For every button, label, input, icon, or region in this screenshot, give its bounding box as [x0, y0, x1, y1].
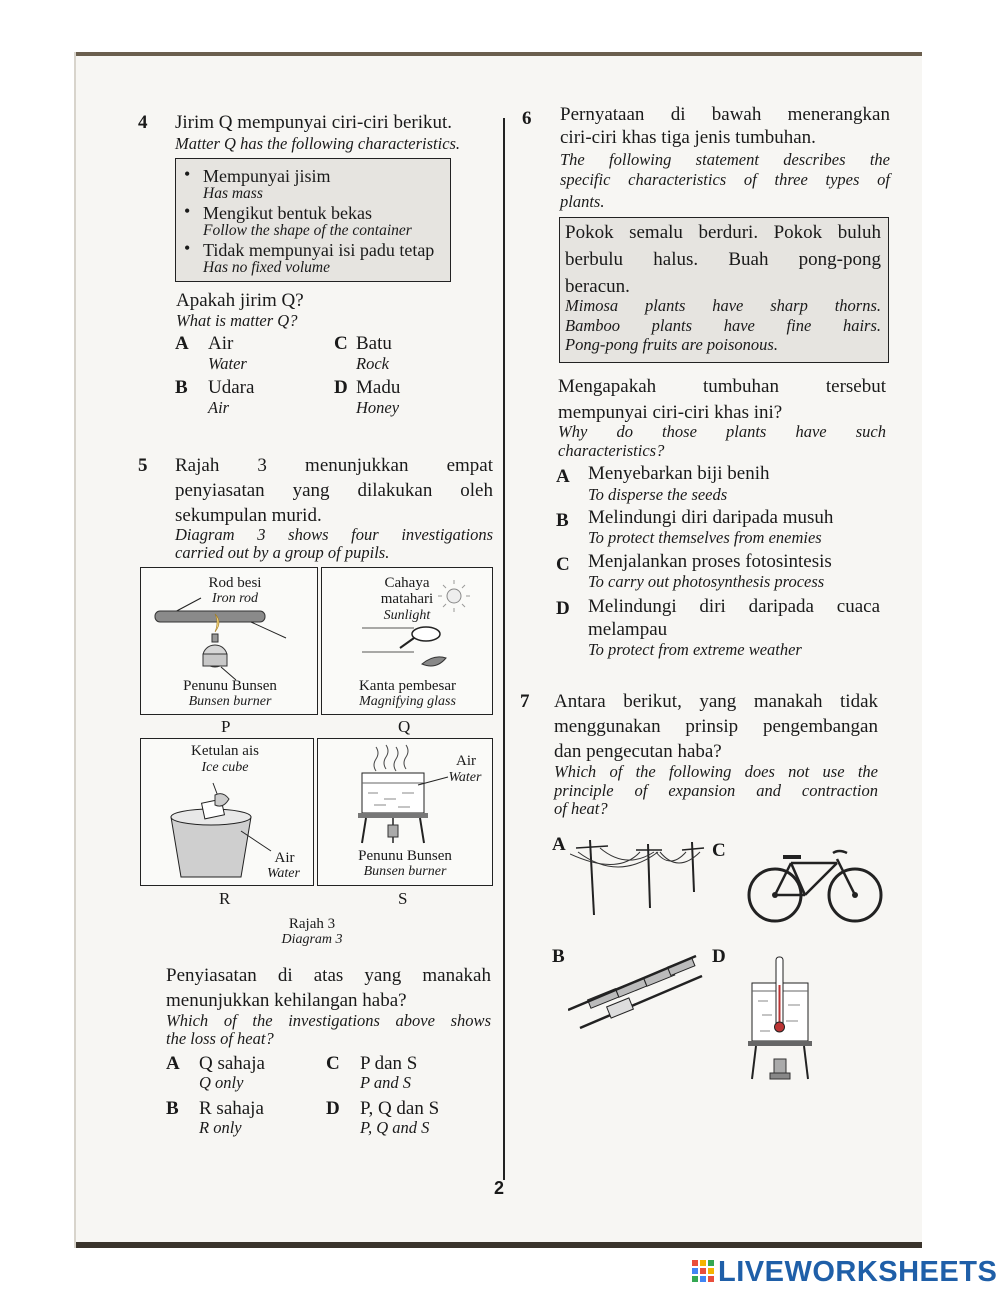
- stem-en: plants.: [560, 192, 605, 211]
- stem-en: Which of the following does not use the: [554, 762, 878, 781]
- label-en: Magnifying glass: [359, 694, 456, 709]
- label-en: Ice cube: [201, 760, 249, 775]
- stem-ms: Jirim Q mempunyai ciri-ciri berikut.: [175, 112, 453, 133]
- label-ms: Kanta pembesar: [358, 678, 457, 694]
- ask-ms: mempunyai ciri-ciri khas ini?: [558, 402, 783, 423]
- bullet-ms: Mempunyai jisim: [203, 166, 331, 186]
- column-divider: [503, 118, 505, 1180]
- stem-ms: Pernyataan di bawah menerangkan: [560, 104, 890, 125]
- ask-en: Why do those plants have such: [558, 422, 886, 441]
- box-en: Mimosa plants have sharp thorns.: [565, 296, 881, 315]
- ask-ms: menunjukkan kehilangan haba?: [166, 990, 407, 1011]
- box-ms: beracun.: [565, 276, 630, 297]
- stem-en: Diagram 3 shows four investigations: [175, 525, 493, 544]
- bullet-ms: Mengikut bentuk bekas: [203, 203, 372, 223]
- diagram-tag: S: [398, 889, 408, 908]
- ask-en: What is matter Q?: [176, 311, 298, 330]
- watermark-text: LIVEWORKSHEETS: [718, 1256, 998, 1288]
- stem-en: principle of expansion and contraction: [554, 781, 878, 800]
- stem-en: carried out by a group of pupils.: [175, 543, 390, 562]
- bullet-en: Follow the shape of the container: [203, 222, 412, 239]
- stem-en: Matter Q has the following characteristics.: [175, 134, 461, 153]
- bullet-ms: Tidak mempunyai isi padu tetap: [203, 240, 435, 260]
- stem-ms: Antara berikut, yang manakah tidak: [554, 691, 878, 712]
- label-en: Sunlight: [383, 608, 431, 623]
- bullet-en: Has no fixed volume: [203, 259, 330, 276]
- ask-en: the loss of heat?: [166, 1029, 274, 1048]
- bicycle-illustration: [745, 845, 885, 927]
- question-number: 4: [138, 112, 148, 133]
- label-ms: Rod besi: [208, 575, 262, 591]
- diagram-tag: Q: [398, 717, 411, 736]
- stem-en: specific characteristics of three types of: [560, 170, 890, 189]
- question-number: 7: [520, 691, 530, 712]
- stem-ms: dan pengecutan haba?: [554, 741, 722, 762]
- diagram-caption-en: Diagram 3: [281, 932, 343, 947]
- diagram-tag: R: [219, 889, 231, 908]
- label-en: Water: [267, 866, 300, 881]
- stem-ms: sekumpulan murid.: [175, 505, 322, 526]
- question-number: 5: [138, 455, 148, 476]
- bullet-en: Has mass: [203, 185, 263, 202]
- label-en: Bunsen burner: [188, 694, 272, 709]
- stem-en: The following statement describes the: [560, 150, 890, 169]
- thermometer-beaker-illustration: [740, 955, 820, 1085]
- question-number: 6: [522, 108, 532, 129]
- label-ms: Air: [274, 850, 295, 866]
- diagram-tag: P: [221, 717, 231, 736]
- ask-ms: Penyiasatan di atas yang manakah: [166, 965, 491, 986]
- box-en: Pong-pong fruits are poisonous.: [565, 335, 778, 354]
- ask-en: characteristics?: [558, 441, 665, 460]
- stem-ms: penyiasatan yang dilakukan oleh: [175, 480, 493, 501]
- label-en: Bunsen burner: [363, 864, 447, 879]
- label-ms: Penunu Bunsen: [358, 848, 452, 864]
- page-number: 2: [494, 1178, 505, 1198]
- ask-ms: Mengapakah tumbuhan tersebut: [558, 376, 886, 397]
- stem-ms: Rajah 3 menunjukkan empat: [175, 455, 493, 476]
- railway-track-illustration: [568, 950, 703, 1030]
- diagram-caption: Rajah 3: [288, 916, 336, 932]
- liveworksheets-logo-icon: [692, 1260, 714, 1282]
- stem-ms: menggunakan prinsip pengembangan: [554, 716, 878, 737]
- ask-en: Which of the investigations above shows: [166, 1011, 491, 1030]
- label-ms: Air: [456, 753, 476, 769]
- label-en: Water: [448, 770, 482, 785]
- stem-en: of heat?: [554, 799, 608, 818]
- label-ms: Cahaya: [384, 575, 430, 591]
- box-ms: berbulu halus. Buah pong-pong: [565, 249, 881, 270]
- box-en: Bamboo plants have fine hairs.: [565, 316, 881, 335]
- label-ms: Ketulan ais: [191, 743, 259, 759]
- stem-ms: ciri-ciri khas tiga jenis tumbuhan.: [560, 127, 816, 148]
- label-en: Iron rod: [211, 591, 259, 606]
- ask-ms: Apakah jirim Q?: [176, 290, 304, 311]
- box-ms: Pokok semalu berduri. Pokok buluh: [565, 222, 881, 243]
- label-ms: Penunu Bunsen: [183, 678, 277, 694]
- label-ms: matahari: [380, 591, 434, 607]
- power-lines-illustration: [570, 830, 710, 915]
